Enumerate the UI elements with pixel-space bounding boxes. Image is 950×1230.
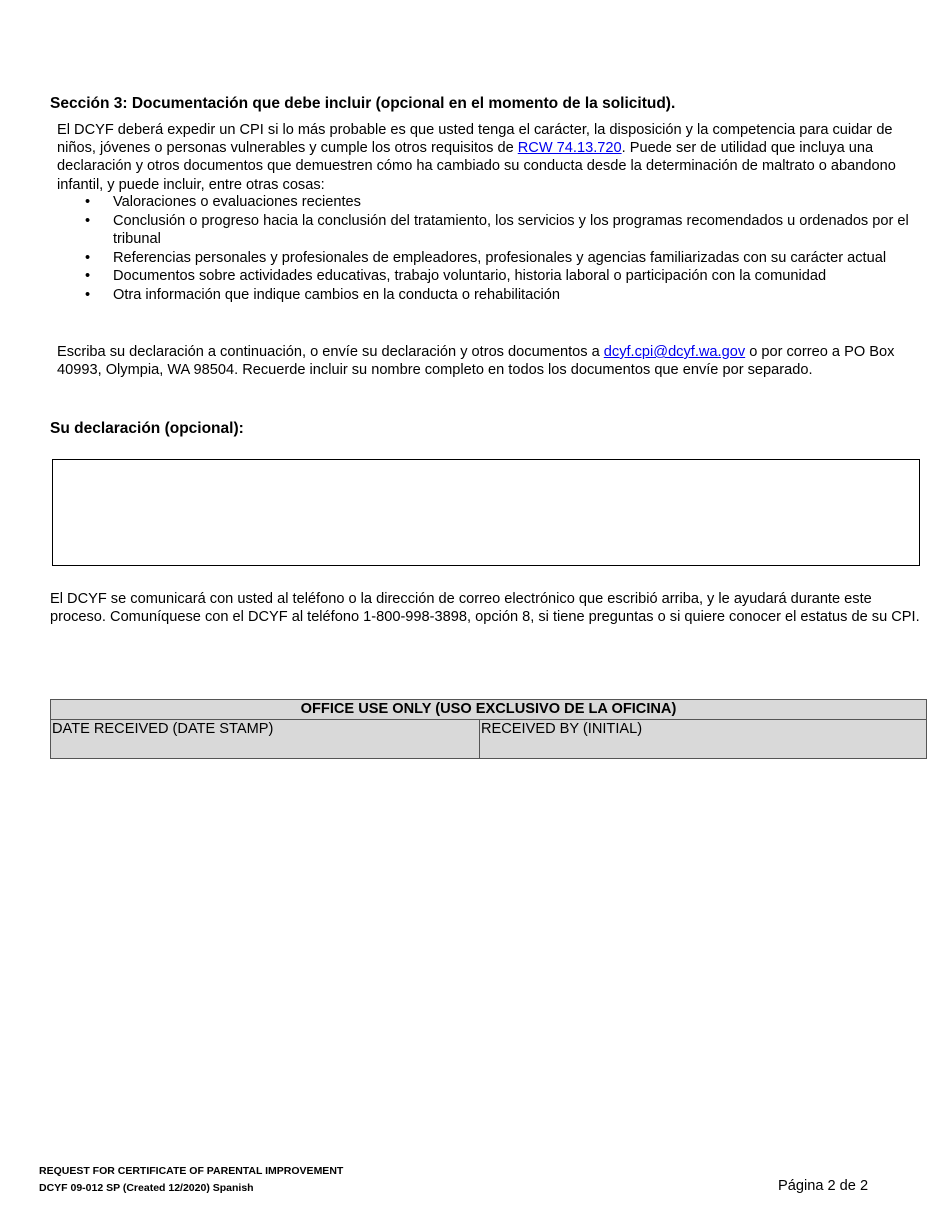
received-by-field [480,720,927,759]
list-item-text: Referencias personales y profesionales de empleadores, profesionales y agencias familiarizadas con su carácter actual [113,249,887,266]
list-item-text: Conclusión o progreso hacia la conclusión del tratamiento, los servicios y los programas recomendados u ordenados por el tribunal [113,212,909,247]
received-by-label: RECEIVED BY (INITIAL) [481,721,643,737]
list-item [85,212,915,248]
instructions-text-before-link: Escriba su declaración a continuación, o envíe su declaración y otros documentos a [57,344,604,360]
intro-text-before-link: El DCYF deberá expedir un CPI si lo más probable es que usted tenga el carácter, la disposición y la competencia para cuidar de niños, jóvenes o personas vulnerables y cumple los otros requisitos de [57,122,893,157]
bullet-icon: • [85,249,91,266]
list-item-text: Documentos sobre actividades educativas, trabajo voluntario, historia laboral o participación con la comunidad [113,268,827,285]
date-received-field [51,720,480,759]
instructions-text-after-link: o por correo a PO Box 40993, Olympia, WA 98504. Recuerde incluir su nombre completo en todos los documentos que envíe por separado. [57,344,895,379]
rcw-link[interactable]: RCW 74.13.720 [517,140,622,157]
documentation-list [85,193,915,305]
email-link[interactable]: dcyf.cpi@dcyf.wa.gov [603,344,746,360]
list-item-text: Valoraciones o evaluaciones recientes [113,194,361,210]
footer-form-id: DCYF 09-012 SP (Created 12/2020) Spanish [39,1182,254,1194]
list-item [85,267,915,285]
section-heading: Sección 3: Documentación que debe incluir (opcional en el momento de la solicitud). [50,95,676,112]
submission-instructions [57,343,917,379]
list-item [85,193,915,211]
office-use-title: OFFICE USE ONLY (USO EXCLUSIVO DE LA OFICINA) [51,700,927,720]
list-item [85,249,915,267]
list-item-text: Otra información que indique cambios en la conducta o rehabilitación [113,287,560,304]
bullet-icon: • [85,194,91,210]
bullet-icon: • [85,212,91,229]
intro-paragraph [57,121,917,194]
intro-text-after-link: . Puede ser de utilidad que incluya una declaración y otros documentos que demuestren cómo ha cambiado su conducta desde la determinación de maltrato o abandono infantil, y puede incluir, entre otras cosas: [57,140,896,193]
office-use-table [50,699,927,759]
declaration-heading: Su declaración (opcional): [50,420,244,437]
list-item [85,286,915,304]
declaration-input[interactable] [52,459,920,566]
contact-paragraph: El DCYF se comunicará con usted al teléfono o la dirección de correo electrónico que escribió arriba, y le ayudará durante este proceso. Comuníquese con el DCYF al teléfono 1-800-998-3898, opción 8, si tiene preguntas o si quiere conocer el estatus de su CPI. [50,591,920,626]
page-number: Página 2 de 2 [778,1178,869,1194]
bullet-icon: • [85,287,91,304]
footer-form-title: REQUEST FOR CERTIFICATE OF PARENTAL IMPROVEMENT [39,1165,344,1177]
bullet-icon: • [85,268,91,285]
date-received-label: DATE RECEIVED (DATE STAMP) [52,721,274,737]
